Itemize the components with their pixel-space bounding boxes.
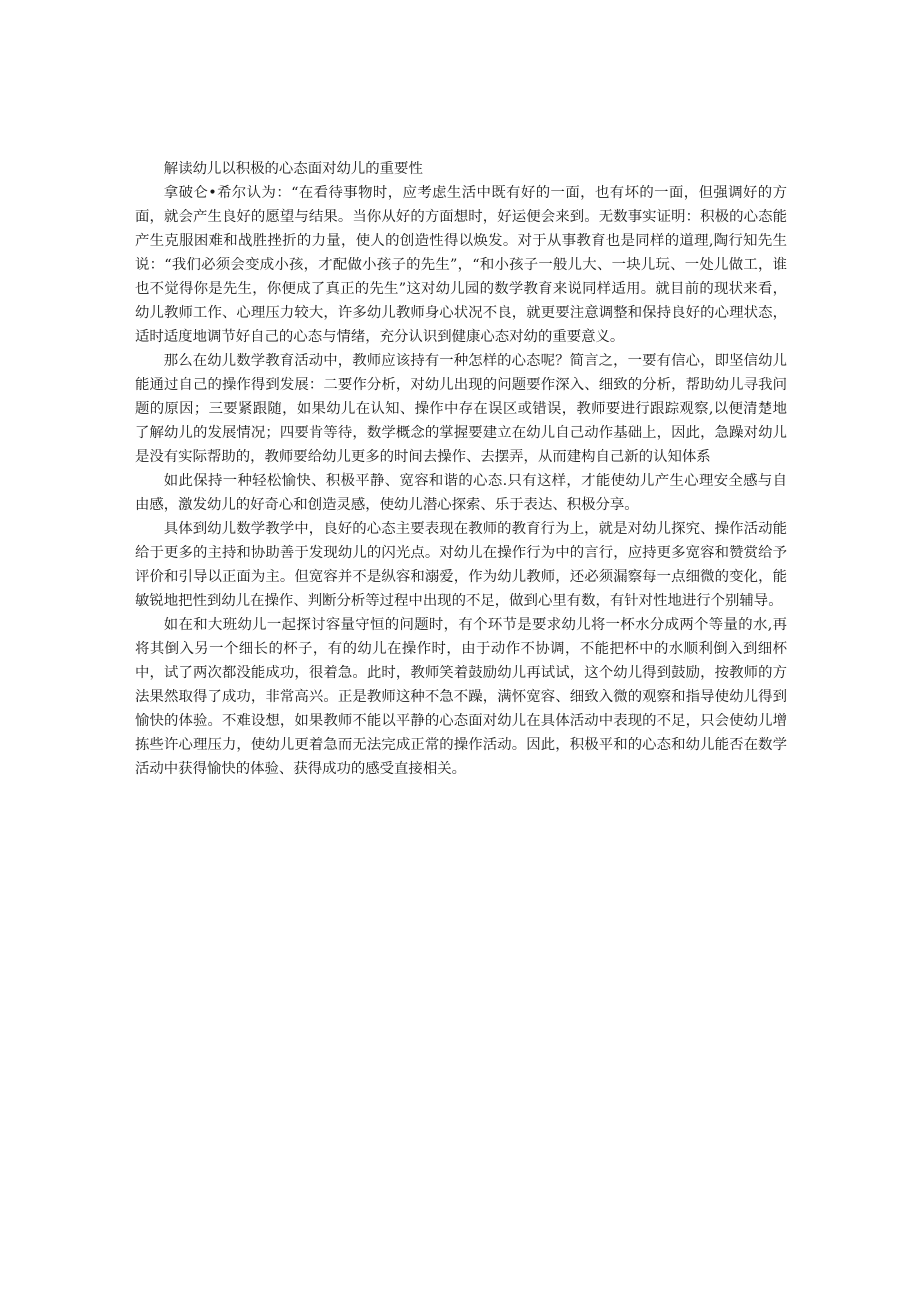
- paragraph: 如此保持一种轻松愉快、积极平静、宽容和谐的心态.只有这样，才能使幼儿产生心理安全感与自由感，激发幼儿的好奇心和创造灵感，使幼儿潜心探索、乐于表达、积极分享。: [135, 473, 787, 513]
- paragraph: 具体到幼儿数学教学中，良好的心态主要表现在教师的教育行为上，就是对幼儿探究、操作活动能给于更多的主持和协助善于发现幼儿的闪光点。对幼儿在操作行为中的言行，应持更多宽容和赞赏给予评价和引导以正面为主。但宽容并不是纵容和溺爱，作为幼儿教师，还必须漏察每一点细微的变化，能敏锐地把性到幼儿在操作、判断分析等过程中出现的不足，做到心里有数，有针对性地进行个别辅导。: [135, 521, 787, 609]
- document-title: 解读幼儿以积极的心态面对幼儿的重要性: [163, 161, 423, 177]
- document-body: [135, 157, 787, 781]
- paragraph: 如在和大班幼儿一起探讨容量守恒的问题时，有个环节是要求幼儿将一杯水分成两个等量的水,再将其倒入另一个细长的杯子，有的幼儿在操作时，由于动作不协调，不能把杯中的水顺利倒入到细杯中，试了两次都没能成功，很着急。此时，教师笑着鼓励幼儿再试试，这个幼儿得到鼓励，按教师的方法果然取得了成功，非常高兴。正是教师这种不急不躁，满怀宽容、细致入微的观察和指导使幼儿得到愉快的体验。不难设想，如果教师不能以平静的心态面对幼儿在具体活动中表现的不足，只会使幼儿增拣些许心理压力，使幼儿更着急而无法完成正常的操作活动。因此，积极平和的心态和幼儿能否在数学活动中获得愉快的体验、获得成功的感受直接相关。: [135, 617, 787, 777]
- paragraph: 拿破仑•希尔认为：“在看待事物时，应考虑生活中既有好的一面，也有坏的一面，但强调好的方面，就会产生良好的愿望与结果。当你从好的方面想时，好运便会来到。无数事实证明：积极的心态能产生克服困难和战胜挫折的力量，使人的创造性得以焕发。对于从事教育也是同样的道理,陶行知先生说：“我们必须会变成小孩，才配做小孩子的先生”，“和小孩子一般儿大、一块儿玩、一处儿做工，谁也不觉得你是先生，你便成了真正的先生”这对幼儿园的数学教育来说同样适用。就目前的现状来看，幼儿教师工作、心理压力较大，许多幼儿教师身心状况不良，就更要注意调整和保持良好的心理状态，适时适度地调节好自己的心态与情绪，充分认识到健康心态对幼的重要意义。: [135, 185, 787, 345]
- paragraph: 那么在幼儿数学教育活动中，教师应该持有一种怎样的心态呢？简言之，一要有信心，即坚信幼儿能通过自己的操作得到发展：二要作分析，对幼儿出现的问题要作深入、细致的分析，帮助幼儿寻我问题的原因；三要紧跟随，如果幼儿在认知、操作中存在误区或错误，教师要进行跟踪观察,以便清楚地了解幼儿的发展情况；四要肯等待，数学概念的掌握要建立在幼儿自己动作基础上，因此，急躁对幼儿是没有实际帮助的，教师要给幼儿更多的时间去操作、去摆弄，从而建构自己新的认知体系: [135, 353, 787, 465]
